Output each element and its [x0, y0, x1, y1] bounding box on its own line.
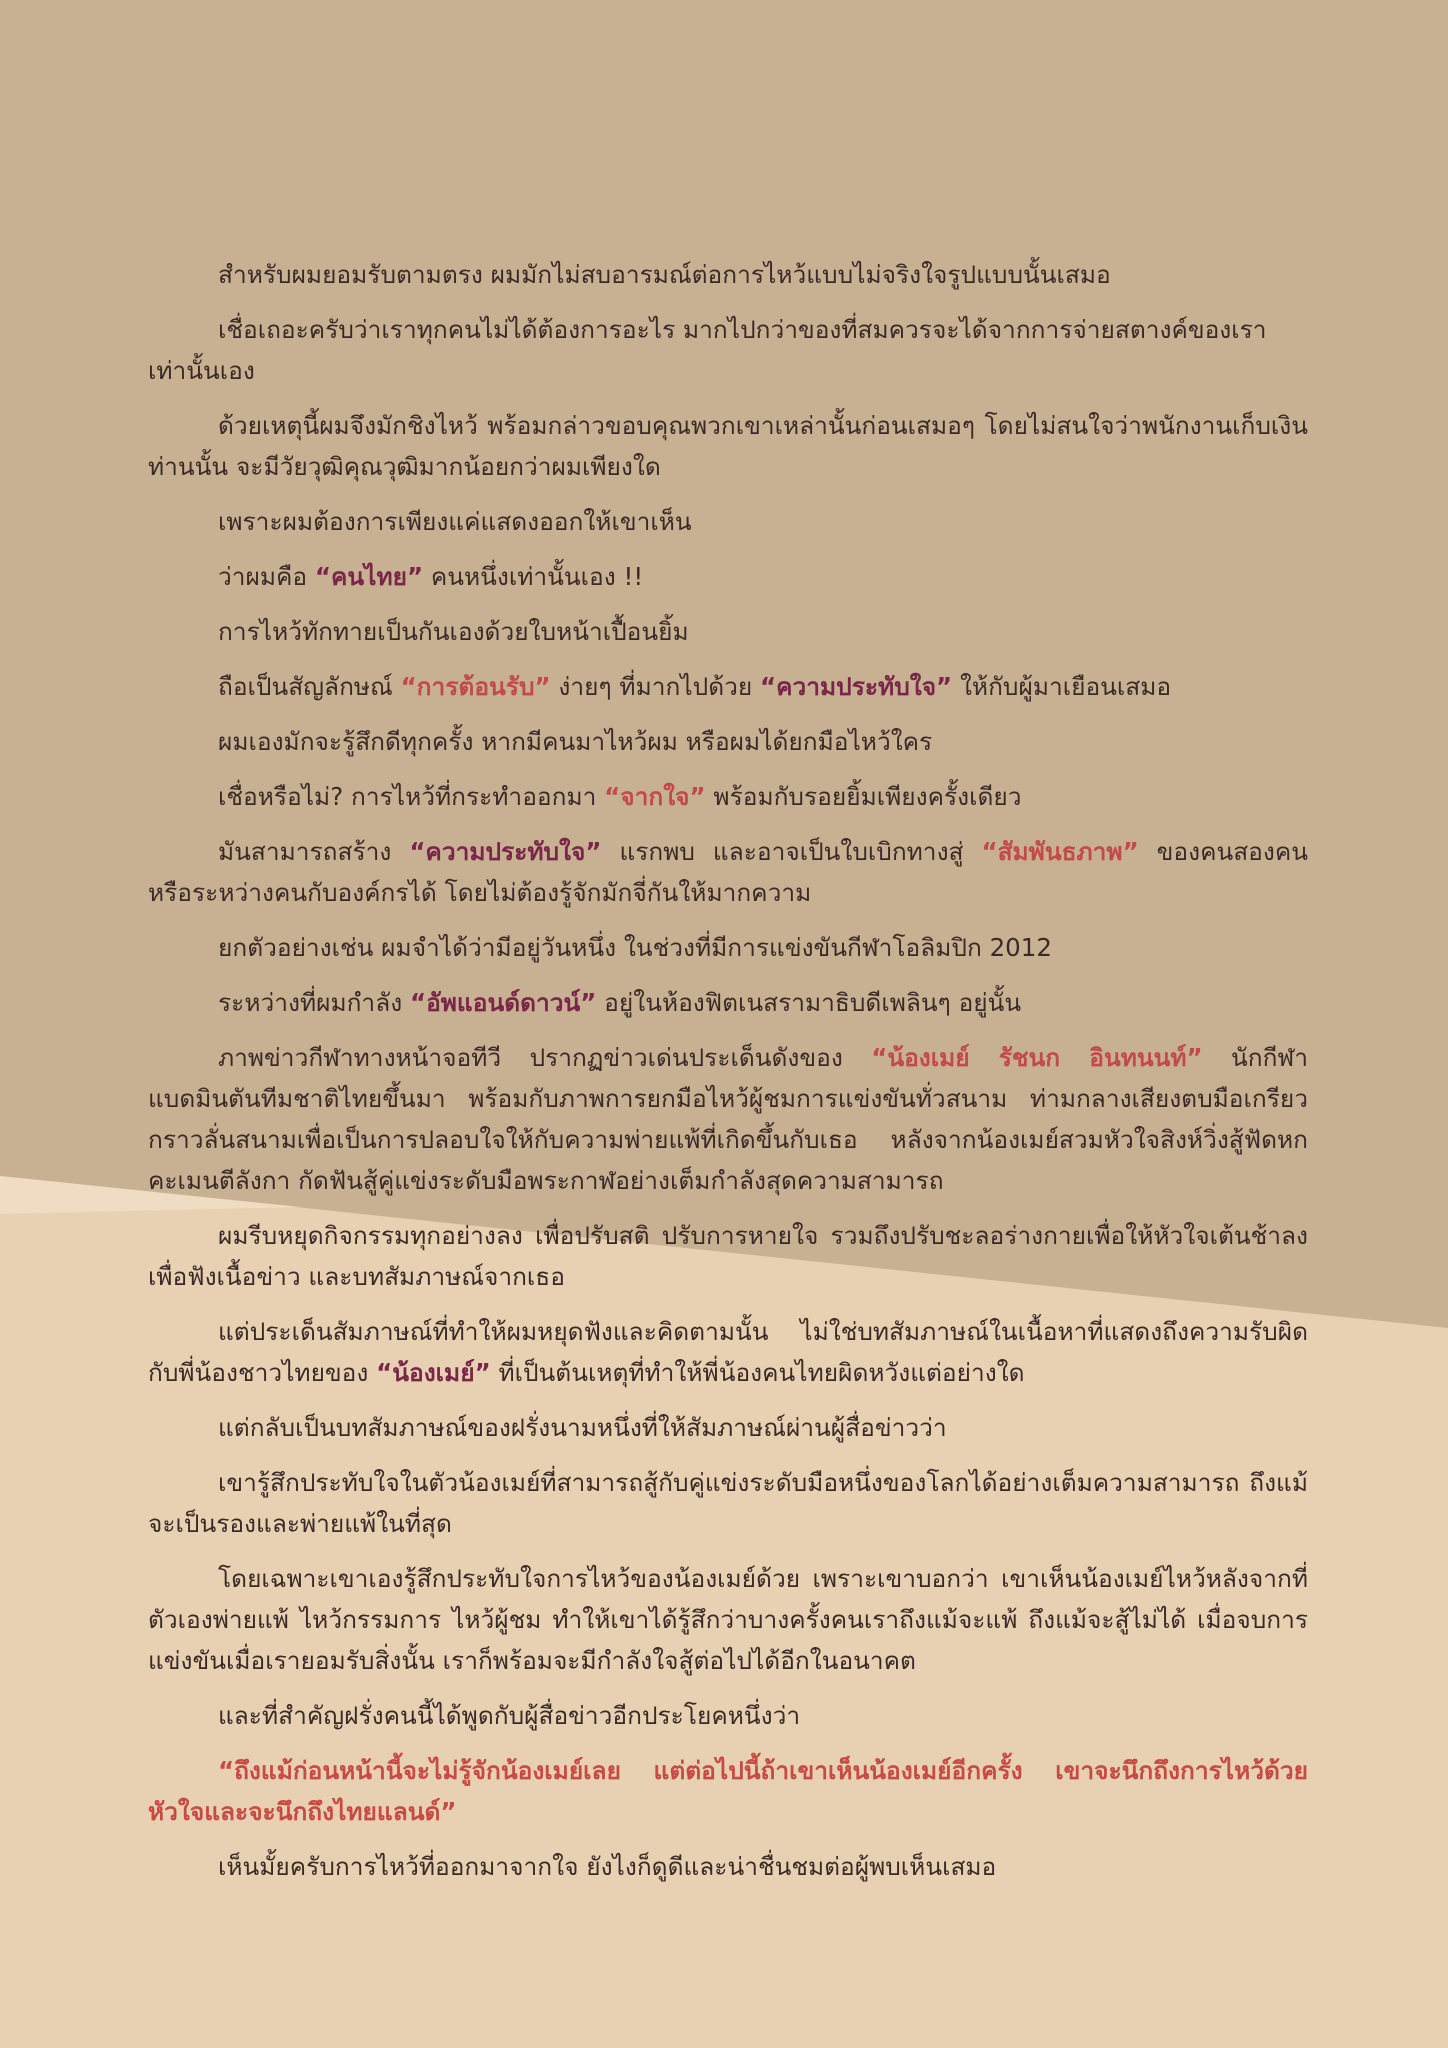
- paragraph: [148, 405, 1308, 487]
- paragraph: [148, 501, 1308, 542]
- paragraph: [148, 831, 1308, 913]
- text-segment: ด้วยเหตุนี้ผมจึงมักชิงไหว้ พร้อมกล่าวขอบคุณพวกเขาเหล่านั้นก่อนเสมอๆ โดยไม่สนใจว่าพนักงานเก็บเงินท่านนั้น จะมีวัยวุฒิคุณวุฒิมากน้อยกว่าผมเพียงใด: [148, 411, 1308, 481]
- text-segment: คนหนึ่งเท่านั้นเอง !!: [423, 562, 644, 591]
- paragraph: [148, 1462, 1308, 1544]
- text-segment: ของคนสองคน หรือระหว่างคนกับองค์กรได้ โดยไม่ต้องรู้จักมักจี่กันให้มากความ: [148, 837, 1308, 907]
- text-segment: โดยเฉพาะเขาเองรู้สึกประทับใจการไหว้ของน้องเมย์ด้วย เพราะเขาบอกว่า เขาเห็นน้องเมย์ไหว้หลังจากที่ตัวเองพ่ายแพ้ ไหว้กรรมการ ไหว้ผู้ชม ทำให้เขาได้รู้สึกว่าบางครั้งคนเราถึงแม้จะแพ้ ถึงแม้จะสู้ไม่ได้ เมื่อจบการแข่งขันเมื่อเรายอมรับสิ่งนั้น เราก็พร้อมจะมีกำลังใจสู้ต่อไปได้อีกในอนาคต: [148, 1564, 1308, 1675]
- text-segment: พร้อมกับรอยยิ้มเพียงครั้งเดียว: [705, 782, 1022, 811]
- paragraph: [148, 927, 1308, 968]
- text-segment: แรกพบ และอาจเป็นใบเบิกทางสู่: [601, 837, 982, 866]
- paragraph: [148, 1215, 1308, 1297]
- text-segment: เชื่อเถอะครับว่าเราทุกคนไม่ได้ต้องการอะไร มากไปกว่าของที่สมควรจะได้จากการจ่ายสตางค์ของเราเท่านั้นเอง: [148, 315, 1267, 385]
- paragraph: [148, 1407, 1308, 1448]
- text-segment: และที่สำคัญฝรั่งคนนี้ได้พูดกับผู้สื่อข่าวอีกประโยคหนึ่งว่า: [218, 1701, 801, 1730]
- text-segment: เห็นมั้ยครับการไหว้ที่ออกมาจากใจ ยังไงก็ดูดีและน่าชื่นชมต่อผู้พบเห็นเสมอ: [218, 1852, 997, 1881]
- paragraph: [148, 1750, 1308, 1832]
- highlighted-phrase: “ความประทับใจ”: [409, 837, 602, 866]
- paragraph: [148, 1311, 1308, 1393]
- highlighted-phrase: “ความประทับใจ”: [760, 672, 953, 701]
- text-segment: นักกีฬาแบดมินตันทีมชาติไทยขึ้นมา พร้อมกับภาพการยกมือไหว้ผู้ชมการแข่งขันทั่วสนาม ท่ามกลางเสียงตบมือเกรียวกราวลั่นสนามเพื่อเป็นการปลอบใจให้กับความพ่ายแพ้ที่เกิดขึ้นกับเธอ หลังจากน้องเมย์สวมหัวใจสิงห์วิ่งสู้ฟัดหกคะเมนตีลังกา กัดฟันสู้คู่แข่งระดับมือพระกาฬอย่างเต็มกำลังสุดความสามารถ: [148, 1043, 1308, 1195]
- text-segment: การไหว้ทักทายเป็นกันเองด้วยใบหน้าเปื้อนยิ้ม: [218, 617, 689, 646]
- paragraph: [148, 556, 1308, 597]
- text-segment: เขารู้สึกประทับใจในตัวน้องเมย์ที่สามารถสู้กับคู่แข่งระดับมือหนึ่งของโลกได้อย่างเต็มความสามารถ ถึงแม้จะเป็นรองและพ่ายแพ้ในที่สุด: [148, 1468, 1308, 1538]
- highlighted-phrase: “สัมพันธภาพ”: [981, 837, 1139, 866]
- text-segment: แต่ประเด็นสัมภาษณ์ที่ทำให้ผมหยุดฟังและคิดตามนั้น ไม่ใช่บทสัมภาษณ์ในเนื้อหาที่แสดงถึงความรับผิดกับพี่น้องชาวไทยของ: [148, 1317, 1308, 1387]
- highlighted-phrase: “จากใจ”: [604, 782, 706, 811]
- highlighted-phrase: “น้องเมย์”: [376, 1358, 491, 1387]
- text-segment: ถือเป็นสัญลักษณ์: [218, 672, 401, 701]
- text-segment: แต่กลับเป็นบทสัมภาษณ์ของฝรั่งนามหนึ่งที่ให้สัมภาษณ์ผ่านผู้สื่อข่าวว่า: [218, 1413, 947, 1442]
- text-segment: ให้กับผู้มาเยือนเสมอ: [952, 672, 1172, 701]
- highlighted-phrase: “คนไทย”: [314, 562, 424, 591]
- text-segment: ที่เป็นต้นเหตุที่ทำให้พี่น้องคนไทยผิดหวังแต่อย่างใด: [490, 1358, 1025, 1387]
- highlighted-phrase: “น้องเมย์ รัชนก อินทนนท์”: [871, 1043, 1203, 1072]
- text-segment: เชื่อหรือไม่? การไหว้ที่กระทำออกมา: [218, 782, 605, 811]
- text-segment: มันสามารถสร้าง: [218, 837, 410, 866]
- paragraph: [148, 666, 1308, 707]
- paragraph: [148, 1558, 1308, 1681]
- highlighted-phrase: “อัพแอนด์ดาวน์”: [409, 988, 597, 1017]
- paragraph: [148, 776, 1308, 817]
- text-segment: ยกตัวอย่างเช่น ผมจำได้ว่ามีอยู่วันหนึ่ง ในช่วงที่มีการแข่งขันกีฬาโอลิมปิก 2012: [218, 933, 1052, 962]
- text-segment: ผมเองมักจะรู้สึกดีทุกครั้ง หากมีคนมาไหว้ผม หรือผมได้ยกมือไหว้ใคร: [218, 727, 933, 756]
- text-segment: ง่ายๆ ที่มากไปด้วย: [550, 672, 761, 701]
- text-segment: เพราะผมต้องการเพียงแค่แสดงออกให้เขาเห็น: [218, 507, 692, 536]
- text-segment: ระหว่างที่ผมกำลัง: [218, 988, 410, 1017]
- paragraph: [148, 1846, 1308, 1887]
- text-segment: ว่าผมคือ: [218, 562, 315, 591]
- article-body: [148, 254, 1308, 1901]
- paragraph: [148, 1037, 1308, 1201]
- text-segment: สำหรับผมยอมรับตามตรง ผมมักไม่สบอารมณ์ต่อการไหว้แบบไม่จริงใจรูปแบบนั้นเสมอ: [218, 260, 1111, 289]
- text-segment: ผมรีบหยุดกิจกรรมทุกอย่างลง เพื่อปรับสติ ปรับการหายใจ รวมถึงปรับชะลอร่างกายเพื่อให้หัวใจเต้นช้าลงเพื่อฟังเนื้อข่าว และบทสัมภาษณ์จากเธอ: [148, 1221, 1308, 1291]
- paragraph: [148, 721, 1308, 762]
- highlighted-phrase: “การต้อนรับ”: [400, 672, 551, 701]
- paragraph: [148, 309, 1308, 391]
- text-segment: ภาพข่าวกีฬาทางหน้าจอทีวี ปรากฏข่าวเด่นประเด็นดังของ: [218, 1043, 872, 1072]
- paragraph: [148, 1695, 1308, 1736]
- text-segment: อยู่ในห้องฟิตเนสรามาธิบดีเพลินๆ อยู่นั้น: [596, 988, 1022, 1017]
- paragraph: [148, 254, 1308, 295]
- paragraph: [148, 982, 1308, 1023]
- highlighted-phrase: “ถึงแม้ก่อนหน้านี้จะไม่รู้จักน้องเมย์เลย แต่ต่อไปนี้ถ้าเขาเห็นน้องเมย์อีกครั้ง เขาจะนึกถึงการไหว้ด้วยหัวใจและจะนึกถึงไทยแลนด์”: [148, 1756, 1308, 1826]
- paragraph: [148, 611, 1308, 652]
